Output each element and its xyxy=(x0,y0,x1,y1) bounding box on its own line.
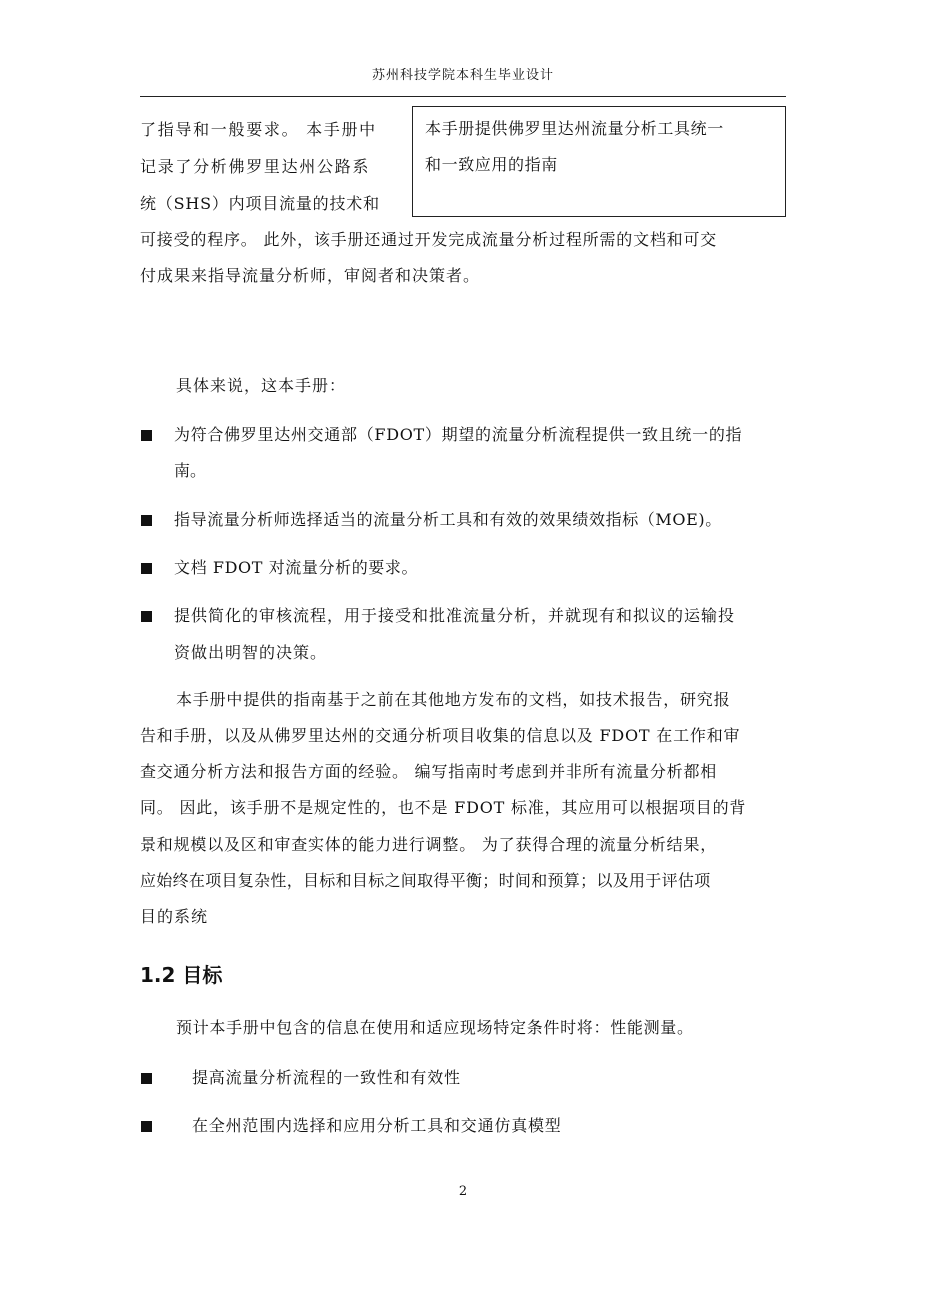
body-line: 告和手册，以及从佛罗里达州的交通分析项目收集的信息以及 FDOT 在工作和审 xyxy=(140,726,741,745)
bullet-text: 南。 xyxy=(174,461,207,480)
bullet-square xyxy=(141,1121,152,1132)
body-line: 应始终在项目复杂性，目标和目标之间取得平衡；时间和预算；以及用于评估项 xyxy=(140,871,711,890)
header-divider xyxy=(140,96,786,97)
page-number: 2 xyxy=(458,1184,468,1199)
intro-line: 付成果来指导流量分析师，审阅者和决策者。 xyxy=(140,266,481,285)
bullet-text: 提供简化的审核流程，用于接受和批准流量分析，并就现有和拟议的运输投 xyxy=(174,606,736,625)
specifically-text: 具体来说，这本手册： xyxy=(176,376,347,395)
bullet-text: 指导流量分析师选择适当的流量分析工具和有效的效果绩效指标（MOE)。 xyxy=(174,510,722,529)
callout-box xyxy=(412,106,786,217)
section-intro: 预计本手册中包含的信息在使用和适应现场特定条件时将：性能测量。 xyxy=(176,1018,694,1037)
intro-line: 了指导和一般要求。 本手册中 xyxy=(140,120,377,139)
intro-line: 可接受的程序。 此外，该手册还通过开发完成流量分析过程所需的文档和可交 xyxy=(140,230,718,249)
running-header: 苏州科技学院本科生毕业设计 xyxy=(371,68,554,83)
intro-line: 记录了分析佛罗里达州公路系 xyxy=(140,157,371,176)
body-line: 查交通分析方法和报告方面的经验。 编写指南时考虑到并非所有流量分析都相 xyxy=(140,762,718,781)
bullet-square xyxy=(141,515,152,526)
bullet-text: 文档 FDOT 对流量分析的要求。 xyxy=(174,558,419,577)
bullet-square xyxy=(141,430,152,441)
bullet-square xyxy=(141,563,152,574)
bullet-square xyxy=(141,611,152,622)
bullet-text: 资做出明智的决策。 xyxy=(174,643,328,662)
callout-line: 和一致应用的指南 xyxy=(425,155,558,174)
callout-line: 本手册提供佛罗里达州流量分析工具统一 xyxy=(425,119,724,138)
bullet-text: 提高流量分析流程的一致性和有效性 xyxy=(192,1068,461,1087)
bullet-square xyxy=(141,1073,152,1084)
body-line: 景和规模以及区和审查实体的能力进行调整。 为了获得合理的流量分析结果， xyxy=(140,835,718,854)
section-heading: 1.2 目标 xyxy=(140,963,223,987)
intro-line: 统（SHS）内项目流量的技术和 xyxy=(140,194,380,213)
body-line: 同。 因此，该手册不是规定性的，也不是 FDOT 标准，其应用可以根据项目的背 xyxy=(140,798,747,817)
bullet-text: 为符合佛罗里达州交通部（FDOT）期望的流量分析流程提供一致且统一的指 xyxy=(174,425,743,444)
body-line: 目的系统 xyxy=(140,907,209,926)
bullet-text: 在全州范围内选择和应用分析工具和交通仿真模型 xyxy=(192,1116,562,1135)
body-line: 本手册中提供的指南基于之前在其他地方发布的文档，如技术报告，研究报 xyxy=(176,690,731,709)
